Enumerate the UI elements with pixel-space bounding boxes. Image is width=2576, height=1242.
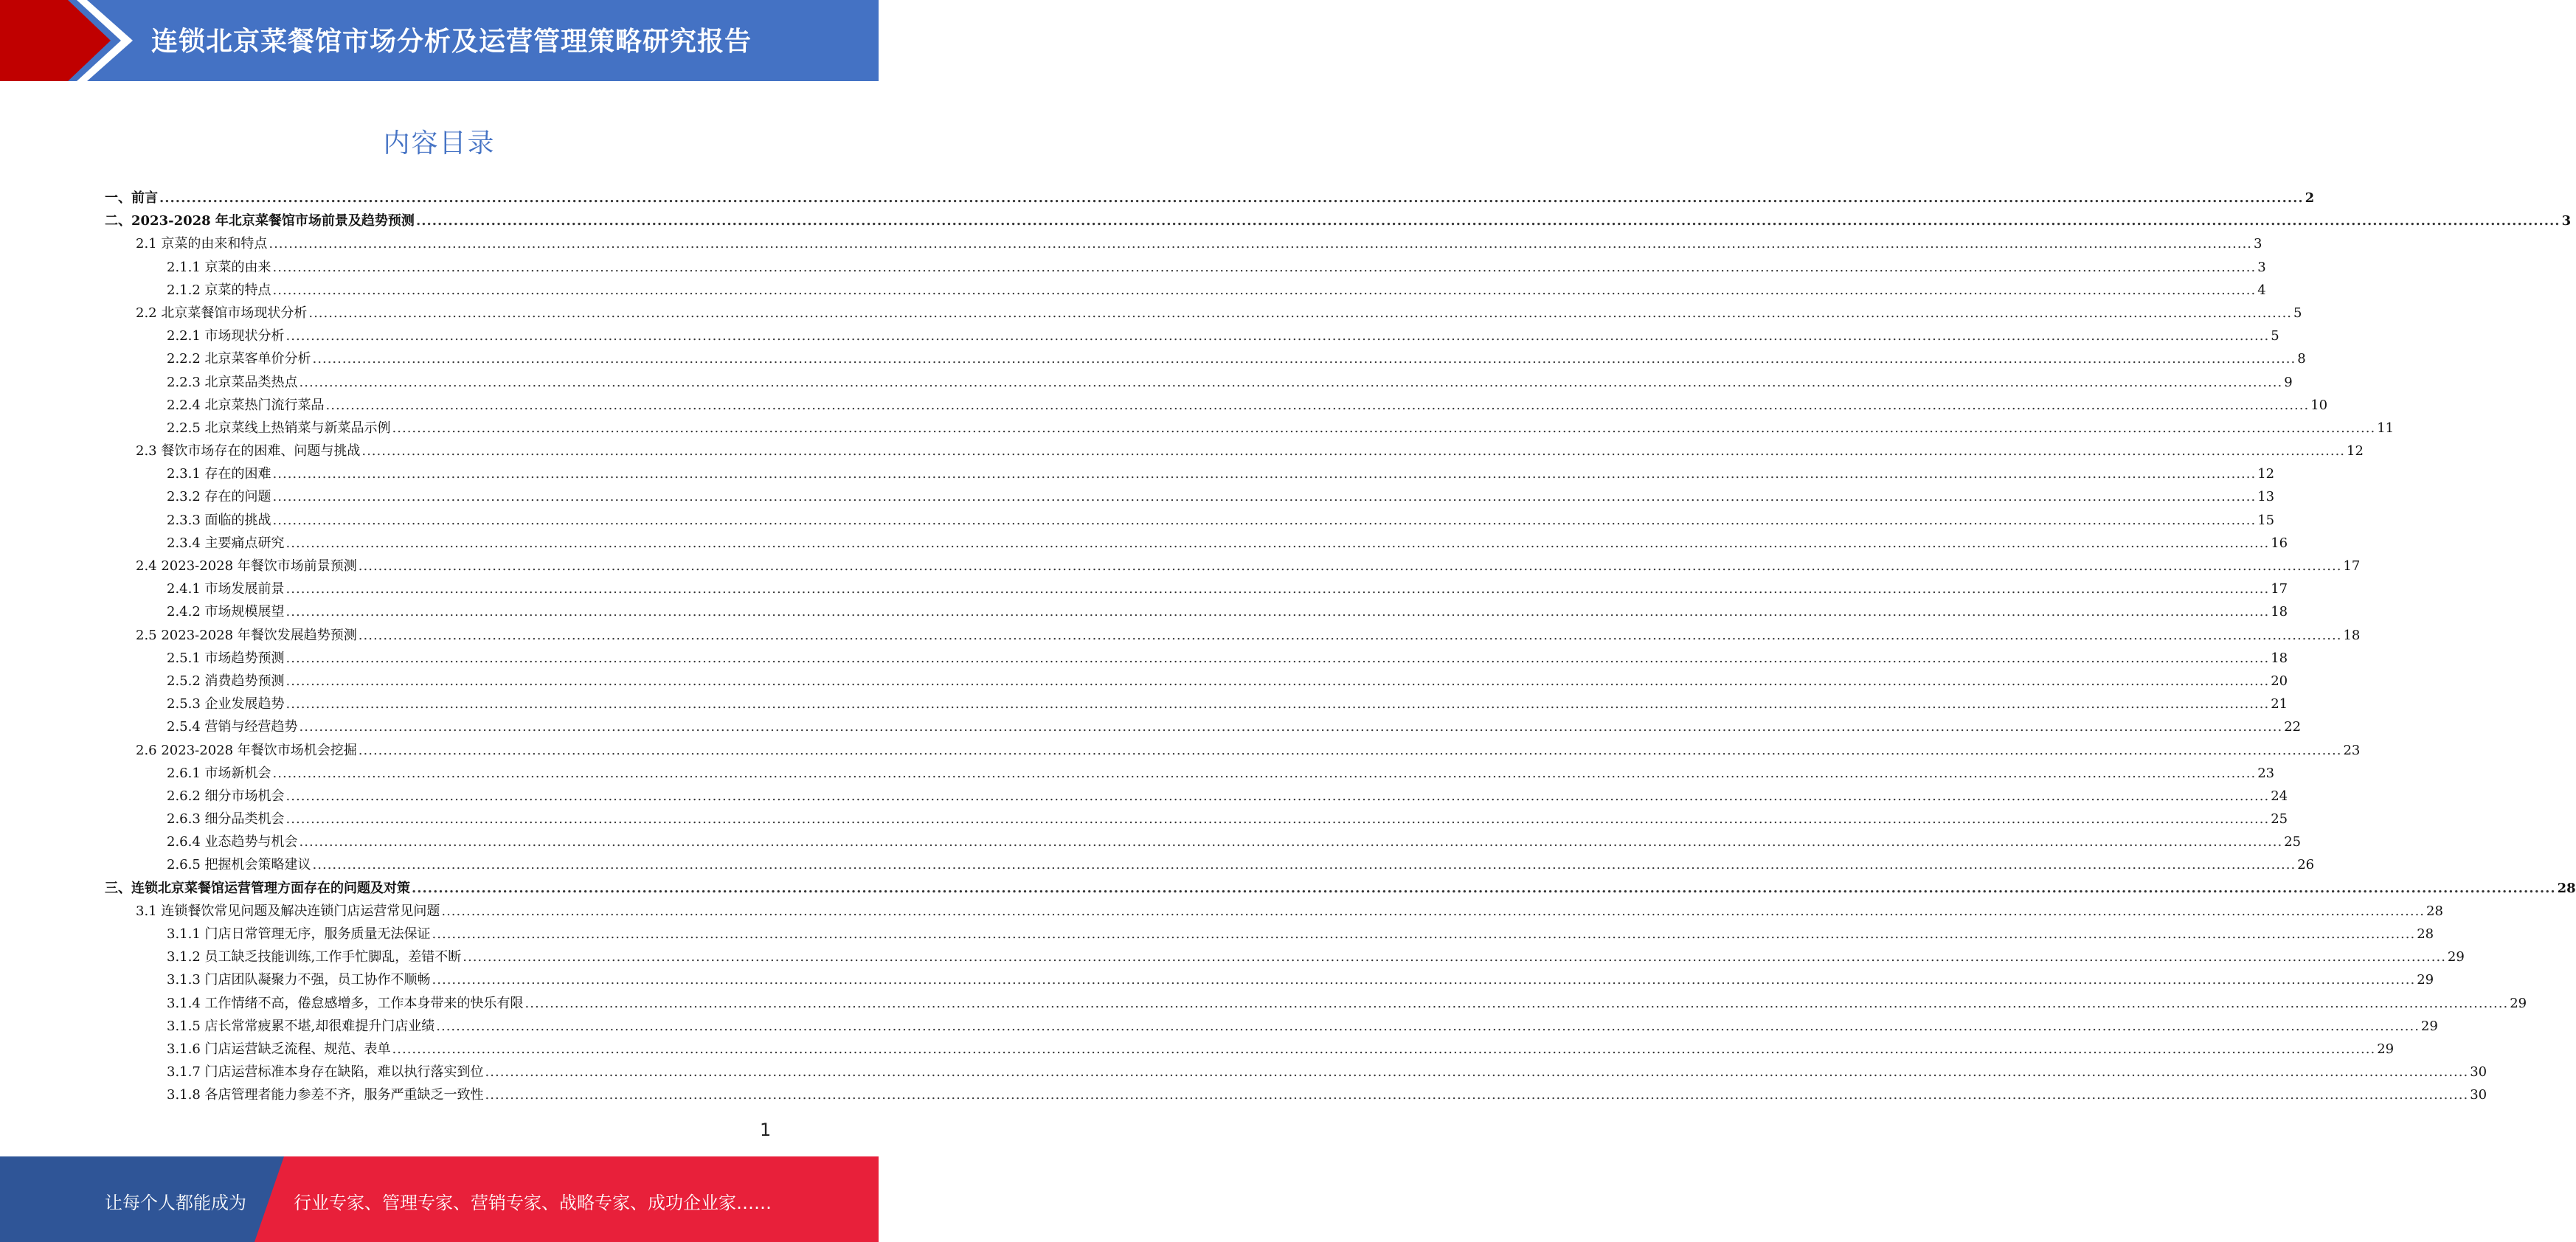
toc-entry-label: 2.2.5 北京菜线上热销菜与新菜品示例 <box>167 420 391 436</box>
toc-entry-label: 3.1.6 门店运营缺乏流程、规范、表单 <box>167 1041 391 1057</box>
toc-dot-leader: ................................................................................................................................................................................................................................................................................................................................................................................................................ <box>308 305 2293 321</box>
toc-dot-leader: ................................................................................................................................................................................................................................................................................................................................................................................................................ <box>285 535 2270 551</box>
toc-entry-page: 18 <box>2271 604 2288 620</box>
toc-entry-label: 2.3.3 面临的挑战 <box>167 512 271 528</box>
toc-entry[interactable] <box>105 715 2302 738</box>
toc-entry-page: 30 <box>2470 1064 2487 1080</box>
toc-entry[interactable] <box>105 279 2266 302</box>
toc-dot-leader: ................................................................................................................................................................................................................................................................................................................................................................................................................ <box>299 719 2283 735</box>
toc-entry-page: 20 <box>2271 673 2288 689</box>
toc-entry-page: 21 <box>2271 696 2288 712</box>
toc-dot-leader: ................................................................................................................................................................................................................................................................................................................................................................................................................ <box>272 489 2257 505</box>
toc-entry-label: 2.6.2 细分市场机会 <box>167 788 285 804</box>
toc-dot-leader: ................................................................................................................................................................................................................................................................................................................................................................................................................ <box>272 512 2257 528</box>
toc-entry-page: 29 <box>2510 995 2527 1011</box>
toc-dot-leader: ................................................................................................................................................................................................................................................................................................................................................................................................................ <box>392 420 2376 436</box>
toc-entry[interactable] <box>105 900 2443 923</box>
toc-entry[interactable] <box>105 302 2302 325</box>
toc-entry-page: 18 <box>2271 650 2288 666</box>
toc-entry-label: 2.2 北京菜餐馆市场现状分析 <box>136 305 308 321</box>
toc-dot-leader: ................................................................................................................................................................................................................................................................................................................................................................................................................ <box>312 857 2296 873</box>
toc-entry-page: 30 <box>2470 1087 2487 1103</box>
toc-entry-label: 3.1.7 门店运营标准本身存在缺陷，难以执行落实到位 <box>167 1064 484 1080</box>
toc-entry-label: 2.6.1 市场新机会 <box>167 765 271 781</box>
toc-entry-page: 18 <box>2343 627 2361 643</box>
toc-entry-page: 10 <box>2310 397 2328 413</box>
toc-entry-page: 22 <box>2284 719 2302 735</box>
toc-entry-page: 26 <box>2297 857 2315 873</box>
table-of-contents <box>105 187 2576 1107</box>
toc-entry-label: 2.5 2023-2028 年餐饮发展趋势预测 <box>136 627 357 643</box>
toc-entry[interactable] <box>105 532 2288 555</box>
toc-entry[interactable] <box>105 417 2395 440</box>
toc-entry-label: 2.1 京菜的由来和特点 <box>136 236 268 252</box>
toc-dot-leader: ................................................................................................................................................................................................................................................................................................................................................................................................................ <box>272 765 2257 781</box>
toc-entry[interactable] <box>105 670 2288 693</box>
toc-dot-leader: ................................................................................................................................................................................................................................................................................................................................................................................................................ <box>524 995 2509 1011</box>
toc-entry-page: 16 <box>2271 535 2288 551</box>
toc-entry-page: 9 <box>2284 374 2293 390</box>
toc-dot-leader: ................................................................................................................................................................................................................................................................................................................................................................................................................ <box>441 903 2426 919</box>
toc-entry-label: 2.6.3 细分品类机会 <box>167 811 285 828</box>
toc-entry-page: 3 <box>2257 259 2266 275</box>
toc-dot-leader: ................................................................................................................................................................................................................................................................................................................................................................................................................ <box>412 880 2556 896</box>
toc-entry-page: 4 <box>2257 282 2266 298</box>
toc-dot-leader: ................................................................................................................................................................................................................................................................................................................................................................................................................ <box>272 466 2257 482</box>
footer-slogan-right: 行业专家、管理专家、营销专家、战略专家、成功企业家…… <box>294 1193 772 1213</box>
toc-dot-leader: ................................................................................................................................................................................................................................................................................................................................................................................................................ <box>358 627 2342 643</box>
toc-dot-leader: ................................................................................................................................................................................................................................................................................................................................................................................................................ <box>272 282 2257 298</box>
toc-entry-label: 2.5.3 企业发展趋势 <box>167 696 285 712</box>
toc-entry-page: 17 <box>2343 558 2361 574</box>
toc-entry[interactable] <box>105 485 2275 508</box>
toc-dot-leader: ................................................................................................................................................................................................................................................................................................................................................................................................................ <box>269 236 2253 252</box>
toc-entry-page: 5 <box>2271 328 2279 344</box>
toc-entry-page: 23 <box>2257 765 2275 781</box>
toc-entry[interactable] <box>105 209 2572 232</box>
page-number: 1 <box>760 1120 772 1140</box>
toc-entry[interactable] <box>105 1083 2487 1106</box>
toc-entry-page: 11 <box>2377 420 2395 436</box>
toc-entry-page: 12 <box>2347 443 2364 459</box>
toc-entry-page: 24 <box>2271 788 2288 804</box>
toc-entry-page: 5 <box>2293 305 2302 321</box>
toc-entry-page: 3 <box>2561 213 2572 229</box>
toc-dot-leader: ................................................................................................................................................................................................................................................................................................................................................................................................................ <box>285 788 2270 804</box>
toc-entry-label: 2.4.2 市场规模展望 <box>167 604 285 620</box>
toc-entry-page: 28 <box>2417 926 2434 942</box>
toc-heading: 内容目录 <box>383 128 496 159</box>
toc-entry[interactable] <box>105 762 2275 785</box>
toc-entry-label: 2.5.1 市场趋势预测 <box>167 650 285 666</box>
toc-entry-page: 29 <box>2417 972 2434 988</box>
toc-entry[interactable] <box>105 555 2361 577</box>
toc-dot-leader: ................................................................................................................................................................................................................................................................................................................................................................................................................ <box>361 443 2346 459</box>
toc-dot-leader: ................................................................................................................................................................................................................................................................................................................................................................................................................ <box>285 581 2270 597</box>
toc-entry-label: 3.1.4 工作情绪不高，倦怠感增多，工作本身带来的快乐有限 <box>167 995 524 1011</box>
toc-dot-leader: ................................................................................................................................................................................................................................................................................................................................................................................................................ <box>392 1041 2376 1057</box>
toc-entry[interactable] <box>105 739 2361 762</box>
toc-entry-label: 2.6 2023-2028 年餐饮市场机会挖掘 <box>136 742 357 758</box>
toc-entry-page: 17 <box>2271 581 2288 597</box>
toc-entry-label: 2.3.1 存在的困难 <box>167 466 271 482</box>
toc-entry-page: 13 <box>2257 489 2275 505</box>
toc-dot-leader: ................................................................................................................................................................................................................................................................................................................................................................................................................ <box>312 351 2296 367</box>
toc-dot-leader: ................................................................................................................................................................................................................................................................................................................................................................................................................ <box>299 834 2283 850</box>
toc-entry-label: 3.1.3 门店团队凝聚力不强，员工协作不顺畅 <box>167 972 431 988</box>
toc-entry-label: 3.1 连锁餐饮常见问题及解决连锁门店运营常见问题 <box>136 903 440 919</box>
toc-entry-label: 2.6.5 把握机会策略建议 <box>167 857 311 873</box>
toc-entry[interactable] <box>105 509 2275 532</box>
toc-entry[interactable] <box>105 325 2279 347</box>
toc-entry[interactable] <box>105 394 2328 417</box>
page-header <box>0 0 879 81</box>
toc-entry-label: 3.1.2 员工缺乏技能训练,工作手忙脚乱，差错不断 <box>167 949 462 965</box>
toc-entry-label: 2.2.1 市场现状分析 <box>167 328 285 344</box>
toc-entry-label: 2.4.1 市场发展前景 <box>167 581 285 597</box>
toc-dot-leader: ................................................................................................................................................................................................................................................................................................................................................................................................................ <box>299 374 2283 390</box>
toc-dot-leader: ................................................................................................................................................................................................................................................................................................................................................................................................................ <box>285 673 2270 689</box>
toc-dot-leader: ................................................................................................................................................................................................................................................................................................................................................................................................................ <box>358 558 2342 574</box>
toc-entry[interactable] <box>105 1038 2395 1061</box>
toc-dot-leader: ................................................................................................................................................................................................................................................................................................................................................................................................................ <box>432 972 2416 988</box>
toc-entry[interactable] <box>105 187 2315 209</box>
toc-entry[interactable] <box>105 877 2576 900</box>
toc-entry-page: 15 <box>2257 512 2275 528</box>
toc-entry[interactable] <box>105 1015 2438 1038</box>
report-title: 连锁北京菜餐馆市场分析及运营管理策略研究报告 <box>151 27 752 57</box>
toc-entry-page: 29 <box>2447 949 2465 965</box>
toc-dot-leader: ................................................................................................................................................................................................................................................................................................................................................................................................................ <box>485 1087 2469 1103</box>
toc-entry-label: 2.5.4 营销与经营趋势 <box>167 719 298 735</box>
toc-entry-label: 3.1.1 门店日常管理无序，服务质量无法保证 <box>167 926 431 942</box>
toc-dot-leader: ................................................................................................................................................................................................................................................................................................................................................................................................................ <box>285 604 2270 620</box>
toc-entry-label: 2.2.4 北京菜热门流行菜品 <box>167 397 325 413</box>
toc-dot-leader: ................................................................................................................................................................................................................................................................................................................................................................................................................ <box>485 1064 2469 1080</box>
toc-entry-label: 一、前言 <box>105 190 158 206</box>
toc-entry-page: 3 <box>2254 236 2262 252</box>
toc-entry-page: 12 <box>2257 466 2275 482</box>
toc-entry-label: 2.3.2 存在的问题 <box>167 489 271 505</box>
toc-entry-label: 2.6.4 业态趋势与机会 <box>167 834 298 850</box>
toc-entry-page: 25 <box>2271 811 2288 828</box>
toc-entry[interactable] <box>105 830 2302 853</box>
toc-entry-label: 2.5.2 消费趋势预测 <box>167 673 285 689</box>
toc-dot-leader: ................................................................................................................................................................................................................................................................................................................................................................................................................ <box>325 397 2310 413</box>
toc-entry-page: 25 <box>2284 834 2302 850</box>
toc-entry[interactable] <box>105 693 2288 715</box>
page-footer <box>0 1156 879 1242</box>
toc-dot-leader: ................................................................................................................................................................................................................................................................................................................................................................................................................ <box>159 190 2304 206</box>
toc-entry[interactable] <box>105 808 2288 830</box>
toc-entry-label: 2.4 2023-2028 年餐饮市场前景预测 <box>136 558 357 574</box>
toc-entry-label: 3.1.5 店长常常疲累不堪,却很难提升门店业绩 <box>167 1018 435 1034</box>
toc-entry-page: 2 <box>2305 190 2315 206</box>
toc-entry-label: 2.1.2 京菜的特点 <box>167 282 271 298</box>
toc-entry-label: 2.2.2 北京菜客单价分析 <box>167 351 311 367</box>
footer-slogan-left: 让每个人都能成为 <box>105 1193 246 1213</box>
toc-entry[interactable] <box>105 600 2288 623</box>
toc-entry-page: 29 <box>2420 1018 2438 1034</box>
toc-entry[interactable] <box>105 1061 2487 1083</box>
toc-dot-leader: ................................................................................................................................................................................................................................................................................................................................................................................................................ <box>285 811 2270 828</box>
toc-entry[interactable] <box>105 992 2527 1015</box>
toc-entry-label: 2.3 餐饮市场存在的困难、问题与挑战 <box>136 443 361 459</box>
toc-entry-label: 2.2.3 北京菜品类热点 <box>167 374 298 390</box>
toc-entry-label: 2.1.1 京菜的由来 <box>167 259 271 275</box>
toc-entry-label: 3.1.8 各店管理者能力参差不齐，服务严重缺乏一致性 <box>167 1087 484 1103</box>
toc-entry-label: 三、连锁北京菜餐馆运营管理方面存在的问题及对策 <box>105 880 410 896</box>
toc-entry[interactable] <box>105 462 2275 485</box>
toc-dot-leader: ................................................................................................................................................................................................................................................................................................................................................................................................................ <box>436 1018 2420 1034</box>
toc-entry[interactable] <box>105 256 2266 279</box>
toc-entry[interactable] <box>105 577 2288 600</box>
toc-entry-label: 2.3.4 主要痛点研究 <box>167 535 285 551</box>
toc-entry-label: 二、2023-2028 年北京菜餐馆市场前景及趋势预测 <box>105 213 415 229</box>
toc-entry[interactable] <box>105 371 2293 394</box>
toc-dot-leader: ................................................................................................................................................................................................................................................................................................................................................................................................................ <box>415 213 2561 229</box>
toc-entry-page: 8 <box>2297 351 2306 367</box>
toc-entry-page: 23 <box>2343 742 2361 758</box>
toc-entry[interactable] <box>105 946 2465 968</box>
toc-entry[interactable] <box>105 785 2288 808</box>
toc-dot-leader: ................................................................................................................................................................................................................................................................................................................................................................................................................ <box>432 926 2416 942</box>
toc-dot-leader: ................................................................................................................................................................................................................................................................................................................................................................................................................ <box>285 696 2270 712</box>
toc-entry-page: 28 <box>2557 880 2576 896</box>
toc-entry[interactable] <box>105 647 2288 670</box>
toc-dot-leader: ................................................................................................................................................................................................................................................................................................................................................................................................................ <box>463 949 2446 965</box>
toc-entry[interactable] <box>105 923 2434 946</box>
toc-dot-leader: ................................................................................................................................................................................................................................................................................................................................................................................................................ <box>272 259 2257 275</box>
toc-dot-leader: ................................................................................................................................................................................................................................................................................................................................................................................................................ <box>285 650 2270 666</box>
toc-entry-page: 29 <box>2377 1041 2395 1057</box>
toc-entry[interactable] <box>105 853 2315 876</box>
toc-entry[interactable] <box>105 624 2361 647</box>
toc-dot-leader: ................................................................................................................................................................................................................................................................................................................................................................................................................ <box>285 328 2270 344</box>
toc-entry[interactable] <box>105 440 2364 462</box>
toc-entry[interactable] <box>105 232 2262 255</box>
toc-dot-leader: ................................................................................................................................................................................................................................................................................................................................................................................................................ <box>358 742 2342 758</box>
toc-entry[interactable] <box>105 968 2434 991</box>
toc-entry-page: 28 <box>2426 903 2443 919</box>
toc-entry[interactable] <box>105 347 2306 370</box>
